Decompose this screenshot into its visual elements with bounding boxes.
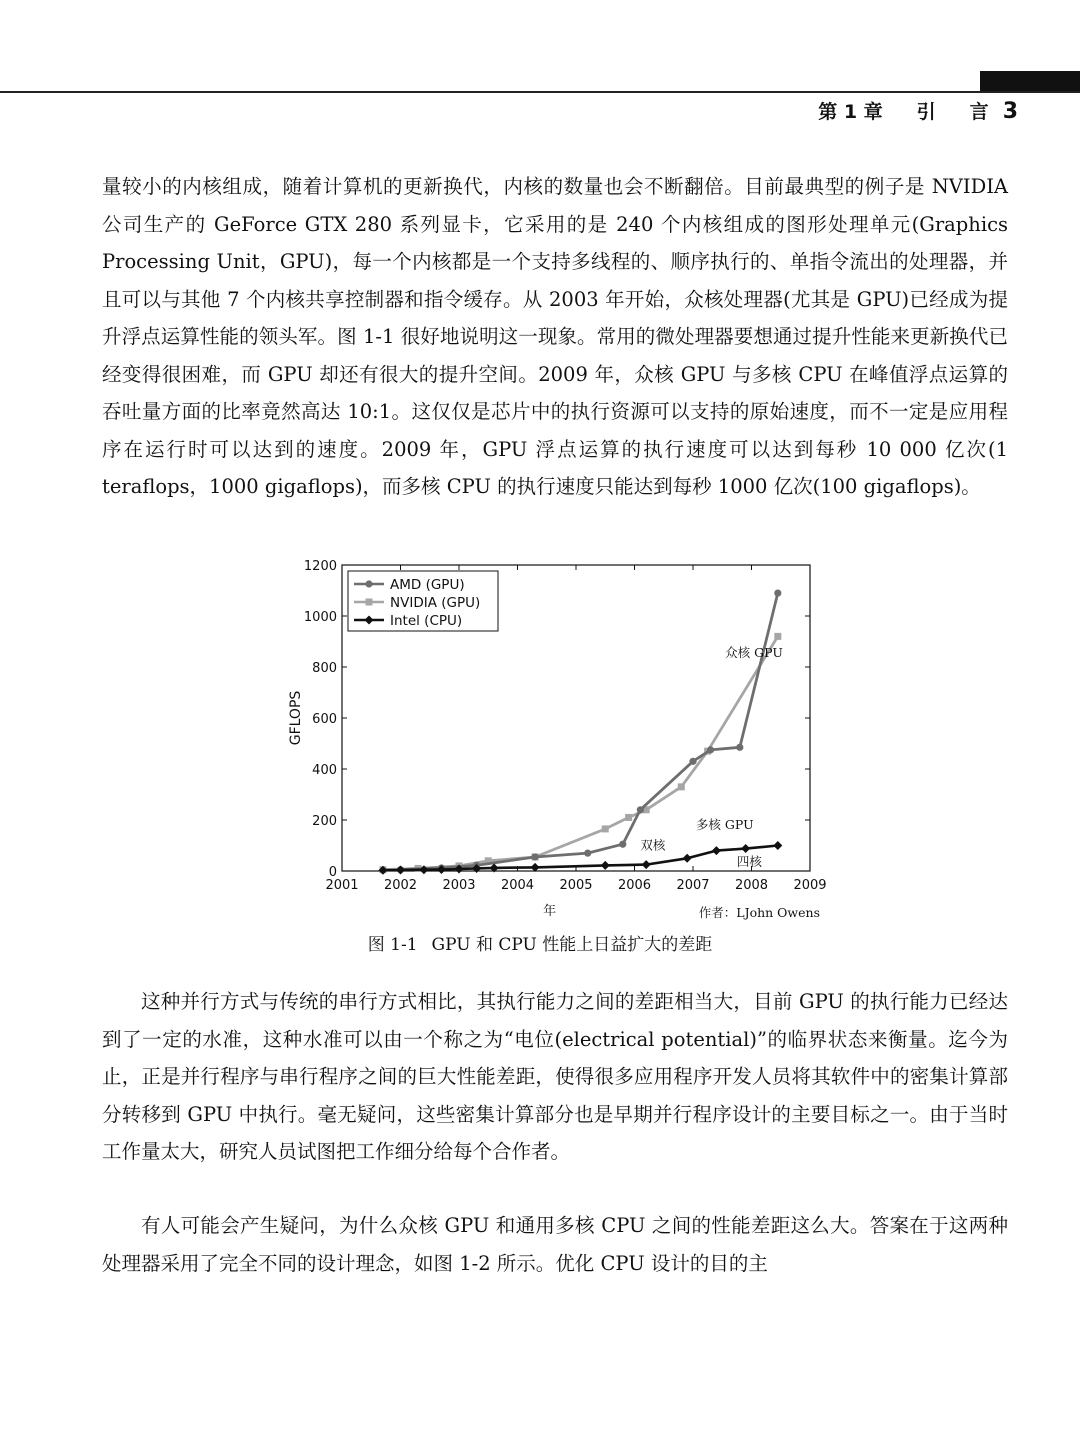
figure-credit: 作者：LJohn Owens	[698, 905, 820, 920]
data-point	[707, 746, 714, 753]
gflops-chart	[270, 555, 840, 925]
x-tick-label: 2004	[500, 878, 535, 893]
y-axis-label: GFLOPS	[288, 690, 304, 746]
legend-entry: Intel (CPU)	[390, 613, 463, 629]
data-point	[584, 850, 591, 857]
data-point	[689, 758, 696, 765]
data-point	[642, 860, 651, 869]
figure-caption	[0, 930, 1080, 955]
x-tick-label: 2003	[442, 878, 476, 893]
data-point	[773, 841, 782, 850]
x-tick-label: 2002	[383, 878, 418, 893]
chapter-title-part1: 引	[916, 101, 936, 123]
paragraph-3-text: 有人可能会产生疑问，为什么众核 GPU 和通用多核 CPU 之间的性能差距这么大。答案在于这两种处理器采用了完全不同的设计理念，如图 1-2 所示。优化 CPU 设计的目的主	[102, 1214, 1008, 1275]
y-tick-label: 1200	[303, 559, 337, 574]
data-point	[736, 744, 743, 751]
y-tick-label: 0	[328, 865, 337, 880]
data-point	[712, 846, 721, 855]
data-point	[625, 814, 632, 821]
paragraph-2-text: 这种并行方式与传统的串行方式相比，其执行能力之间的差距相当大，目前 GPU 的执行能力已经达到了一定的水准，这种水准可以由一个称之为“电位(electrical potential)”的临界状态来衡量。迄今为止，正是并行程序与串行程序之间的巨大性能差距，使得很多应用程序开发人员将其软件中的密集计算部分转移到 GPU 中执行。毫无疑问，这些密集计算部分也是早期并行程序设计的主要目标之一。由于当时工作量太大，研究人员试图把工作细分给每个合作者。	[102, 990, 1008, 1163]
y-tick-label: 400	[312, 763, 337, 778]
x-tick-label: 2007	[676, 878, 710, 893]
x-tick-label: 2001	[325, 878, 359, 893]
data-point	[619, 841, 626, 848]
paragraph-1-text: 量较小的内核组成，随着计算机的更新换代，内核的数量也会不断翻倍。目前最典型的例子是 NVIDIA 公司生产的 GeForce GTX 280 系列显卡，它采用的是 240 个内核组成的图形处理单元(Graphics Processing Unit，GPU)，每一个内核都是一个支持多线程的、顺序执行的、单指令流出的处理器，并且可以与其他 7 个内核共享控制器和指令缓存。从 2003 年开始，众核处理器(尤其是 GPU)已经成为提升浮点运算性能的领头军。图 1-1 很好地说明这一现象。常用的微处理器要想通过提升性能来更新换代已经变得很困难，而 GPU 却还有很大的提升空间。2009 年，众核 GPU 与多核 CPU 在峰值浮点运算的吞吐量方面的比率竟然高达 10:1。这仅仅是芯片中的执行资源可以支持的原始速度，而不一定是应用程序在运行时可以达到的速度。2009 年，GPU 浮点运算的执行速度可以达到每秒 10 000 亿次(1 teraflops，1000 gigaflops)，而多核 CPU 的执行速度只能达到每秒 1000 亿次(100 gigaflops)。	[102, 175, 1008, 498]
x-tick-label: 2006	[617, 878, 652, 893]
data-point	[637, 806, 644, 813]
legend-entry: NVIDIA (GPU)	[390, 595, 481, 611]
data-point	[741, 844, 750, 853]
x-axis-label: 年	[543, 904, 557, 919]
figure-caption-label: 图 1-1	[367, 935, 418, 955]
data-point	[601, 861, 610, 870]
chapter-label: 第 1 章	[818, 101, 883, 123]
running-header	[818, 97, 1018, 124]
legend-entry: AMD (GPU)	[390, 577, 465, 593]
data-point	[531, 853, 538, 860]
y-tick-label: 1000	[303, 610, 337, 625]
legend-marker	[365, 580, 372, 587]
data-point	[396, 865, 405, 874]
header-decoration-block	[980, 71, 1080, 91]
y-tick-label: 600	[312, 712, 337, 727]
x-tick-label: 2008	[734, 878, 769, 893]
page-number: 3	[1002, 99, 1018, 124]
data-point	[602, 825, 609, 832]
chart-annotation: 四核	[736, 853, 762, 869]
chapter-title-part2: 言	[969, 101, 989, 123]
paragraph-2	[102, 983, 1008, 1171]
paragraph-3	[102, 1207, 1008, 1282]
figure-caption-text: GPU 和 CPU 性能上日益扩大的差距	[431, 935, 713, 955]
data-point	[678, 783, 685, 790]
y-tick-label: 800	[312, 661, 337, 676]
legend-marker	[366, 599, 373, 606]
series-line-1	[383, 636, 778, 869]
chart-annotation: 双核	[640, 837, 666, 853]
chart-annotation: 多核 GPU	[695, 816, 754, 832]
data-point	[774, 589, 781, 596]
header-rule	[0, 91, 1080, 93]
figure-1-1	[270, 555, 840, 925]
chart-annotation: 众核 GPU	[725, 644, 783, 660]
paragraph-1	[102, 168, 1008, 506]
x-tick-label: 2005	[559, 878, 593, 893]
data-point	[683, 854, 692, 863]
x-tick-label: 2009	[793, 878, 827, 893]
data-point	[774, 633, 781, 640]
y-tick-label: 200	[312, 814, 337, 829]
